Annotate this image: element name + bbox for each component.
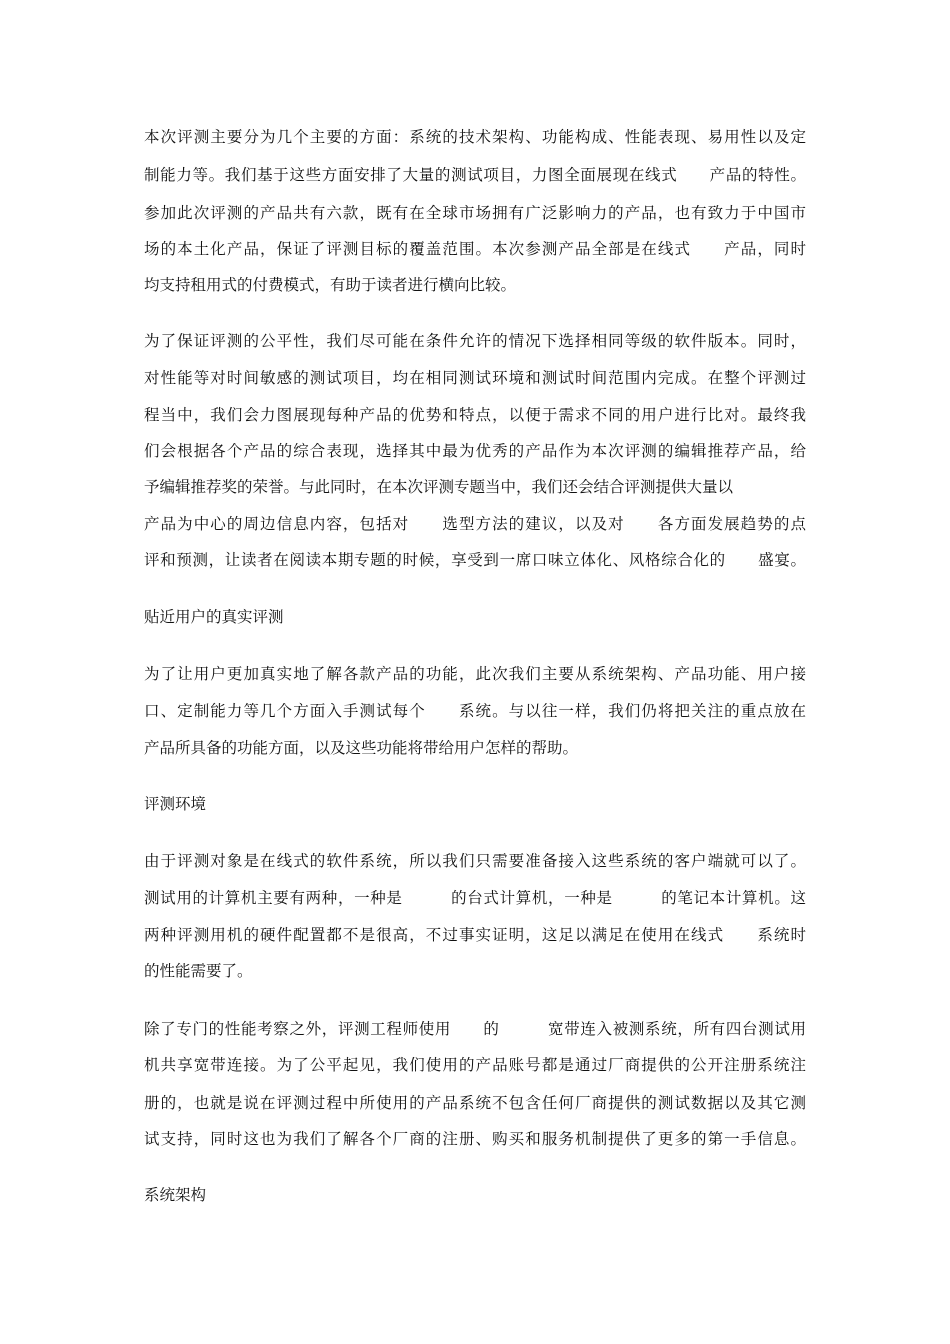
text-line: 产品为中心的周边信息内容，包括对 选型方法的建议，以及对 各方面发展趋势的点 <box>144 515 806 533</box>
text-line: 均支持租用式的付费模式，有助于读者进行横向比较。 <box>144 276 517 294</box>
text-line: 由于评测对象是在线式的软件系统，所以我们只需要准备接入这些系统的客户端就可以了。 <box>144 852 806 870</box>
text-line: 除了专门的性能考察之外，评测工程师使用 的 宽带连入被测系统，所有四台测试用 <box>144 1020 806 1038</box>
text-line: 产品所具备的功能方面，以及这些功能将带给用户怎样的帮助。 <box>144 739 579 757</box>
text-line: 测试用的计算机主要有两种，一种是 的台式计算机，一种是 的笔记本计算机。这 <box>144 889 806 907</box>
text-line: 口、定制能力等几个方面入手测试每个 系统。与以往一样，我们仍将把关注的重点放在 <box>144 702 806 720</box>
text-line: 场的本土化产品，保证了评测目标的覆盖范围。本次参测产品全部是在线式 产品，同时 <box>144 240 806 258</box>
text-line: 的性能需要了。 <box>144 962 253 980</box>
text-line: 评和预测，让读者在阅读本期专题的时候，享受到一席口味立体化、风格综合化的 盛宴。 <box>144 551 806 569</box>
text-line: 试支持，同时这也为我们了解各个厂商的注册、购买和服务机制提供了更多的第一手信息。 <box>144 1130 806 1148</box>
text-line: 为了保证评测的公平性，我们尽可能在条件允许的情况下选择相同等级的软件版本。同时， <box>144 332 806 350</box>
text-line: 两种评测用机的硬件配置都不是很高，不过事实证明，这足以满足在使用在线式 系统时 <box>144 926 806 944</box>
text-line: 参加此次评测的产品共有六款，既有在全球市场拥有广泛影响力的产品，也有致力于中国市 <box>144 204 806 222</box>
text-line: 本次评测主要分为几个主要的方面：系统的技术架构、功能构成、性能表现、易用性以及定 <box>144 128 806 146</box>
text-line: 为了让用户更加真实地了解各款产品的功能，此次我们主要从系统架构、产品功能、用户接 <box>144 665 806 683</box>
section-heading: 贴近用户的真实评测 <box>144 608 284 626</box>
text-line: 对性能等对时间敏感的测试项目，均在相同测试环境和测试时间范围内完成。在整个评测过 <box>144 369 806 387</box>
text-line: 册的，也就是说在评测过程中所使用的产品系统不包含任何厂商提供的测试数据以及其它测 <box>144 1094 806 1112</box>
text-line: 机共享宽带连接。为了公平起见，我们使用的产品账号都是通过厂商提供的公开注册系统注 <box>144 1056 806 1074</box>
text-line: 们会根据各个产品的综合表现，选择其中最为优秀的产品作为本次评测的编辑推荐产品，给 <box>144 442 806 460</box>
section-heading: 评测环境 <box>144 795 207 813</box>
section-heading: 系统架构 <box>144 1186 207 1204</box>
text-line: 程当中，我们会力图展现每种产品的优势和特点，以便于需求不同的用户进行比对。最终我 <box>144 406 806 424</box>
text-line: 制能力等。我们基于这些方面安排了大量的测试项目，力图全面展现在线式 产品的特性。 <box>144 166 806 184</box>
text-line: 予编辑推荐奖的荣誉。与此同时，在本次评测专题当中，我们还会结合评测提供大量以 <box>144 478 734 496</box>
